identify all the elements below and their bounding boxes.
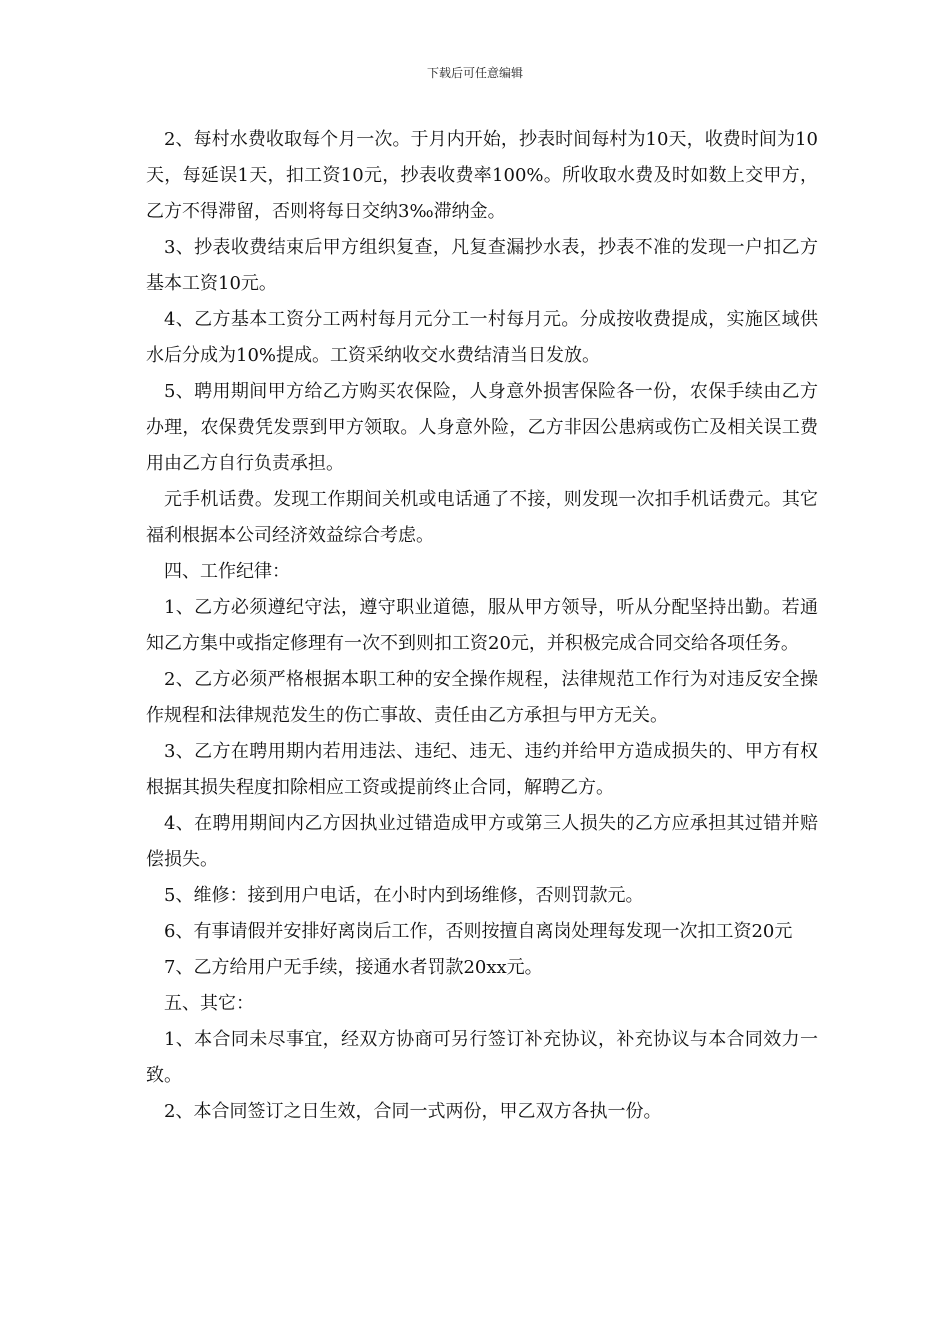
paragraph: 1、乙方必须遵纪守法，遵守职业道德，服从甲方领导，听从分配坚持出勤。若通知乙方集中或指定修理有一次不到则扣工资20元，并积极完成合同交给各项任务。 bbox=[146, 597, 818, 654]
paragraph: 元手机话费。发现工作期间关机或电话通了不接，则发现一次扣手机话费元。其它福利根据本公司经济效益综合考虑。 bbox=[146, 489, 818, 546]
paragraph: 7、乙方给用户无手续，接通水者罚款20xx元。 bbox=[164, 957, 543, 978]
section-heading: 五、其它： bbox=[164, 993, 254, 1014]
page-header: 下载后可任意编辑 bbox=[426, 66, 523, 80]
paragraph: 2、乙方必须严格根据本职工种的安全操作规程，法律规范工作行为对违反安全操作规程和法律规范发生的伤亡事故、责任由乙方承担与甲方无关。 bbox=[146, 669, 818, 726]
section-heading: 四、工作纪律： bbox=[164, 561, 290, 582]
paragraph: 2、每村水费收取每个月一次。于月内开始，抄表时间每村为10天，收费时间为10天，每延误1天，扣工资10元，抄表收费率100%。所收取水费及时如数上交甲方，乙方不得滞留，否则将每日交纳3‰滞纳金。 bbox=[146, 129, 818, 222]
paragraph: 4、在聘用期间内乙方因执业过错造成甲方或第三人损失的乙方应承担其过错并赔偿损失。 bbox=[146, 813, 818, 870]
paragraph: 6、有事请假并安排好离岗后工作，否则按擅自离岗处理每发现一次扣工资20元 bbox=[164, 921, 793, 942]
paragraph: 3、乙方在聘用期内若用违法、违纪、违无、违约并给甲方造成损失的、甲方有权根据其损失程度扣除相应工资或提前终止合同，解聘乙方。 bbox=[146, 741, 818, 798]
document-body bbox=[146, 122, 818, 1130]
paragraph: 3、抄表收费结束后甲方组织复查，凡复查漏抄水表，抄表不准的发现一户扣乙方基本工资10元。 bbox=[146, 237, 818, 294]
paragraph: 1、本合同未尽事宜，经双方协商可另行签订补充协议，补充协议与本合同效力一致。 bbox=[146, 1029, 818, 1086]
paragraph: 4、乙方基本工资分工两村每月元分工一村每月元。分成按收费提成，实施区域供水后分成为10%提成。工资采纳收交水费结清当日发放。 bbox=[146, 309, 818, 366]
paragraph: 2、本合同签订之日生效，合同一式两份，甲乙双方各执一份。 bbox=[164, 1101, 662, 1122]
paragraph: 5、维修：接到用户电话，在小时内到场维修，否则罚款元。 bbox=[164, 885, 644, 906]
paragraph: 5、聘用期间甲方给乙方购买农保险，人身意外损害保险各一份，农保手续由乙方办理，农保费凭发票到甲方领取。人身意外险，乙方非因公患病或伤亡及相关误工费用由乙方自行负责承担。 bbox=[146, 381, 818, 474]
